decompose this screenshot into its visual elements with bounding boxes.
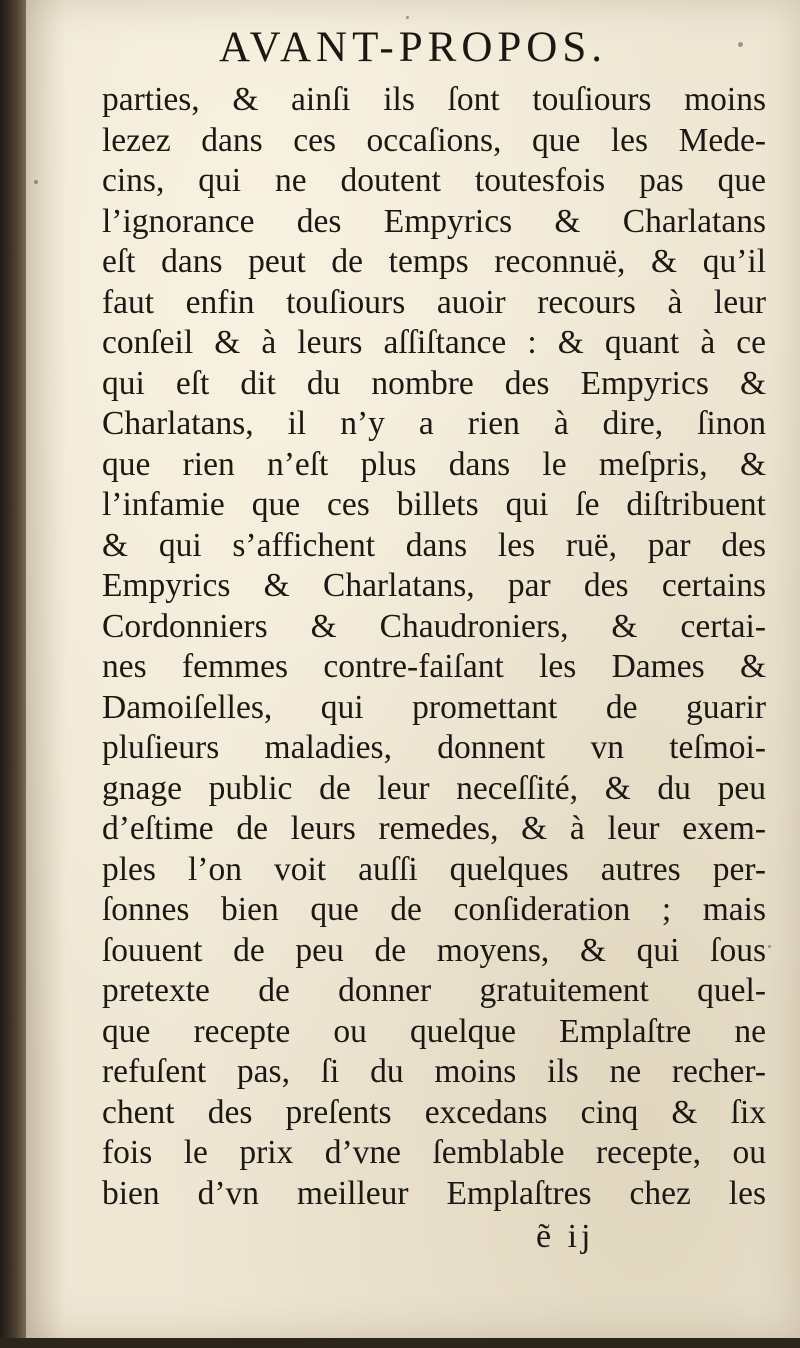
- book-page: [26, 0, 800, 1338]
- text-line: pluſieurs maladies, donnent vn teſmoi-: [102, 729, 766, 766]
- text-line: l’ignorance des Empyrics & Charlatans: [102, 202, 766, 240]
- text-line: refuſent pas, ſi du moins ils ne recher-: [102, 1053, 766, 1090]
- text-line: nes femmes contre-faiſant les Dames &: [102, 648, 766, 685]
- text-line: que recepte ou quelque Emplaſtre ne: [102, 1012, 766, 1050]
- text-line: Empyrics & Charlatans, par des certains: [102, 567, 766, 604]
- paper-speck: [34, 180, 38, 184]
- text-line: cins, qui ne doutent toutesfois pas que: [102, 162, 766, 199]
- text-line: Charlatans, il n’y a rien à dire, ſinon: [102, 405, 766, 442]
- text-line: lezez dans ces occaſions, que les Mede-: [102, 121, 766, 159]
- paper-speck: [406, 16, 409, 19]
- text-line: ples l’on voit auſſi quelques autres per-: [102, 850, 766, 888]
- text-line: faut enfin touſiours auoir recours à leur: [102, 283, 766, 321]
- text-line: Damoiſelles, qui promettant de guarir: [102, 688, 766, 726]
- text-line: eſt dans peut de temps reconnuë, & qu’il: [102, 243, 766, 280]
- text-line: pretexte de donner gratuitement quel-: [102, 972, 766, 1009]
- text-line: conſeil & à leurs aſſiſtance : & quant à ce: [102, 324, 766, 361]
- page-bottom-edge: [0, 1338, 800, 1348]
- paper-speck: [768, 945, 771, 948]
- signature-mark: ẽ ij: [536, 1218, 595, 1255]
- text-line: chent des preſents excedans cinq & ſix: [102, 1093, 766, 1131]
- text-line: gnage public de leur neceſſité, & du peu: [102, 769, 766, 807]
- text-line: Cordonniers & Chaudroniers, & certai-: [102, 607, 766, 645]
- text-line: bien d’vn meilleur Emplaſtres chez les: [102, 1174, 766, 1212]
- text-line: parties, & ainſi ils ſont touſiours moins: [102, 81, 766, 118]
- text-line: qui eſt dit du nombre des Empyrics &: [102, 364, 766, 402]
- paper-speck: [738, 42, 743, 47]
- text-line: fois le prix d’vne ſemblable recepte, ou: [102, 1134, 766, 1171]
- running-head: AVANT-PROPOS.: [218, 24, 608, 71]
- text-line: d’eſtime de leurs remedes, & à leur exem-: [102, 810, 766, 847]
- text-line: ſonnes bien que de conſideration ; mais: [102, 891, 766, 928]
- text-line: & qui s’affichent dans les ruë, par des: [102, 526, 766, 564]
- text-line: ſouuent de peu de moyens, & qui ſous: [102, 931, 766, 969]
- text-line: que rien n’eſt plus dans le meſpris, &: [102, 445, 766, 483]
- body-text: [102, 80, 766, 1214]
- text-line: l’infamie que ces billets qui ſe diſtribuent: [102, 486, 766, 523]
- book-gutter: [0, 0, 26, 1348]
